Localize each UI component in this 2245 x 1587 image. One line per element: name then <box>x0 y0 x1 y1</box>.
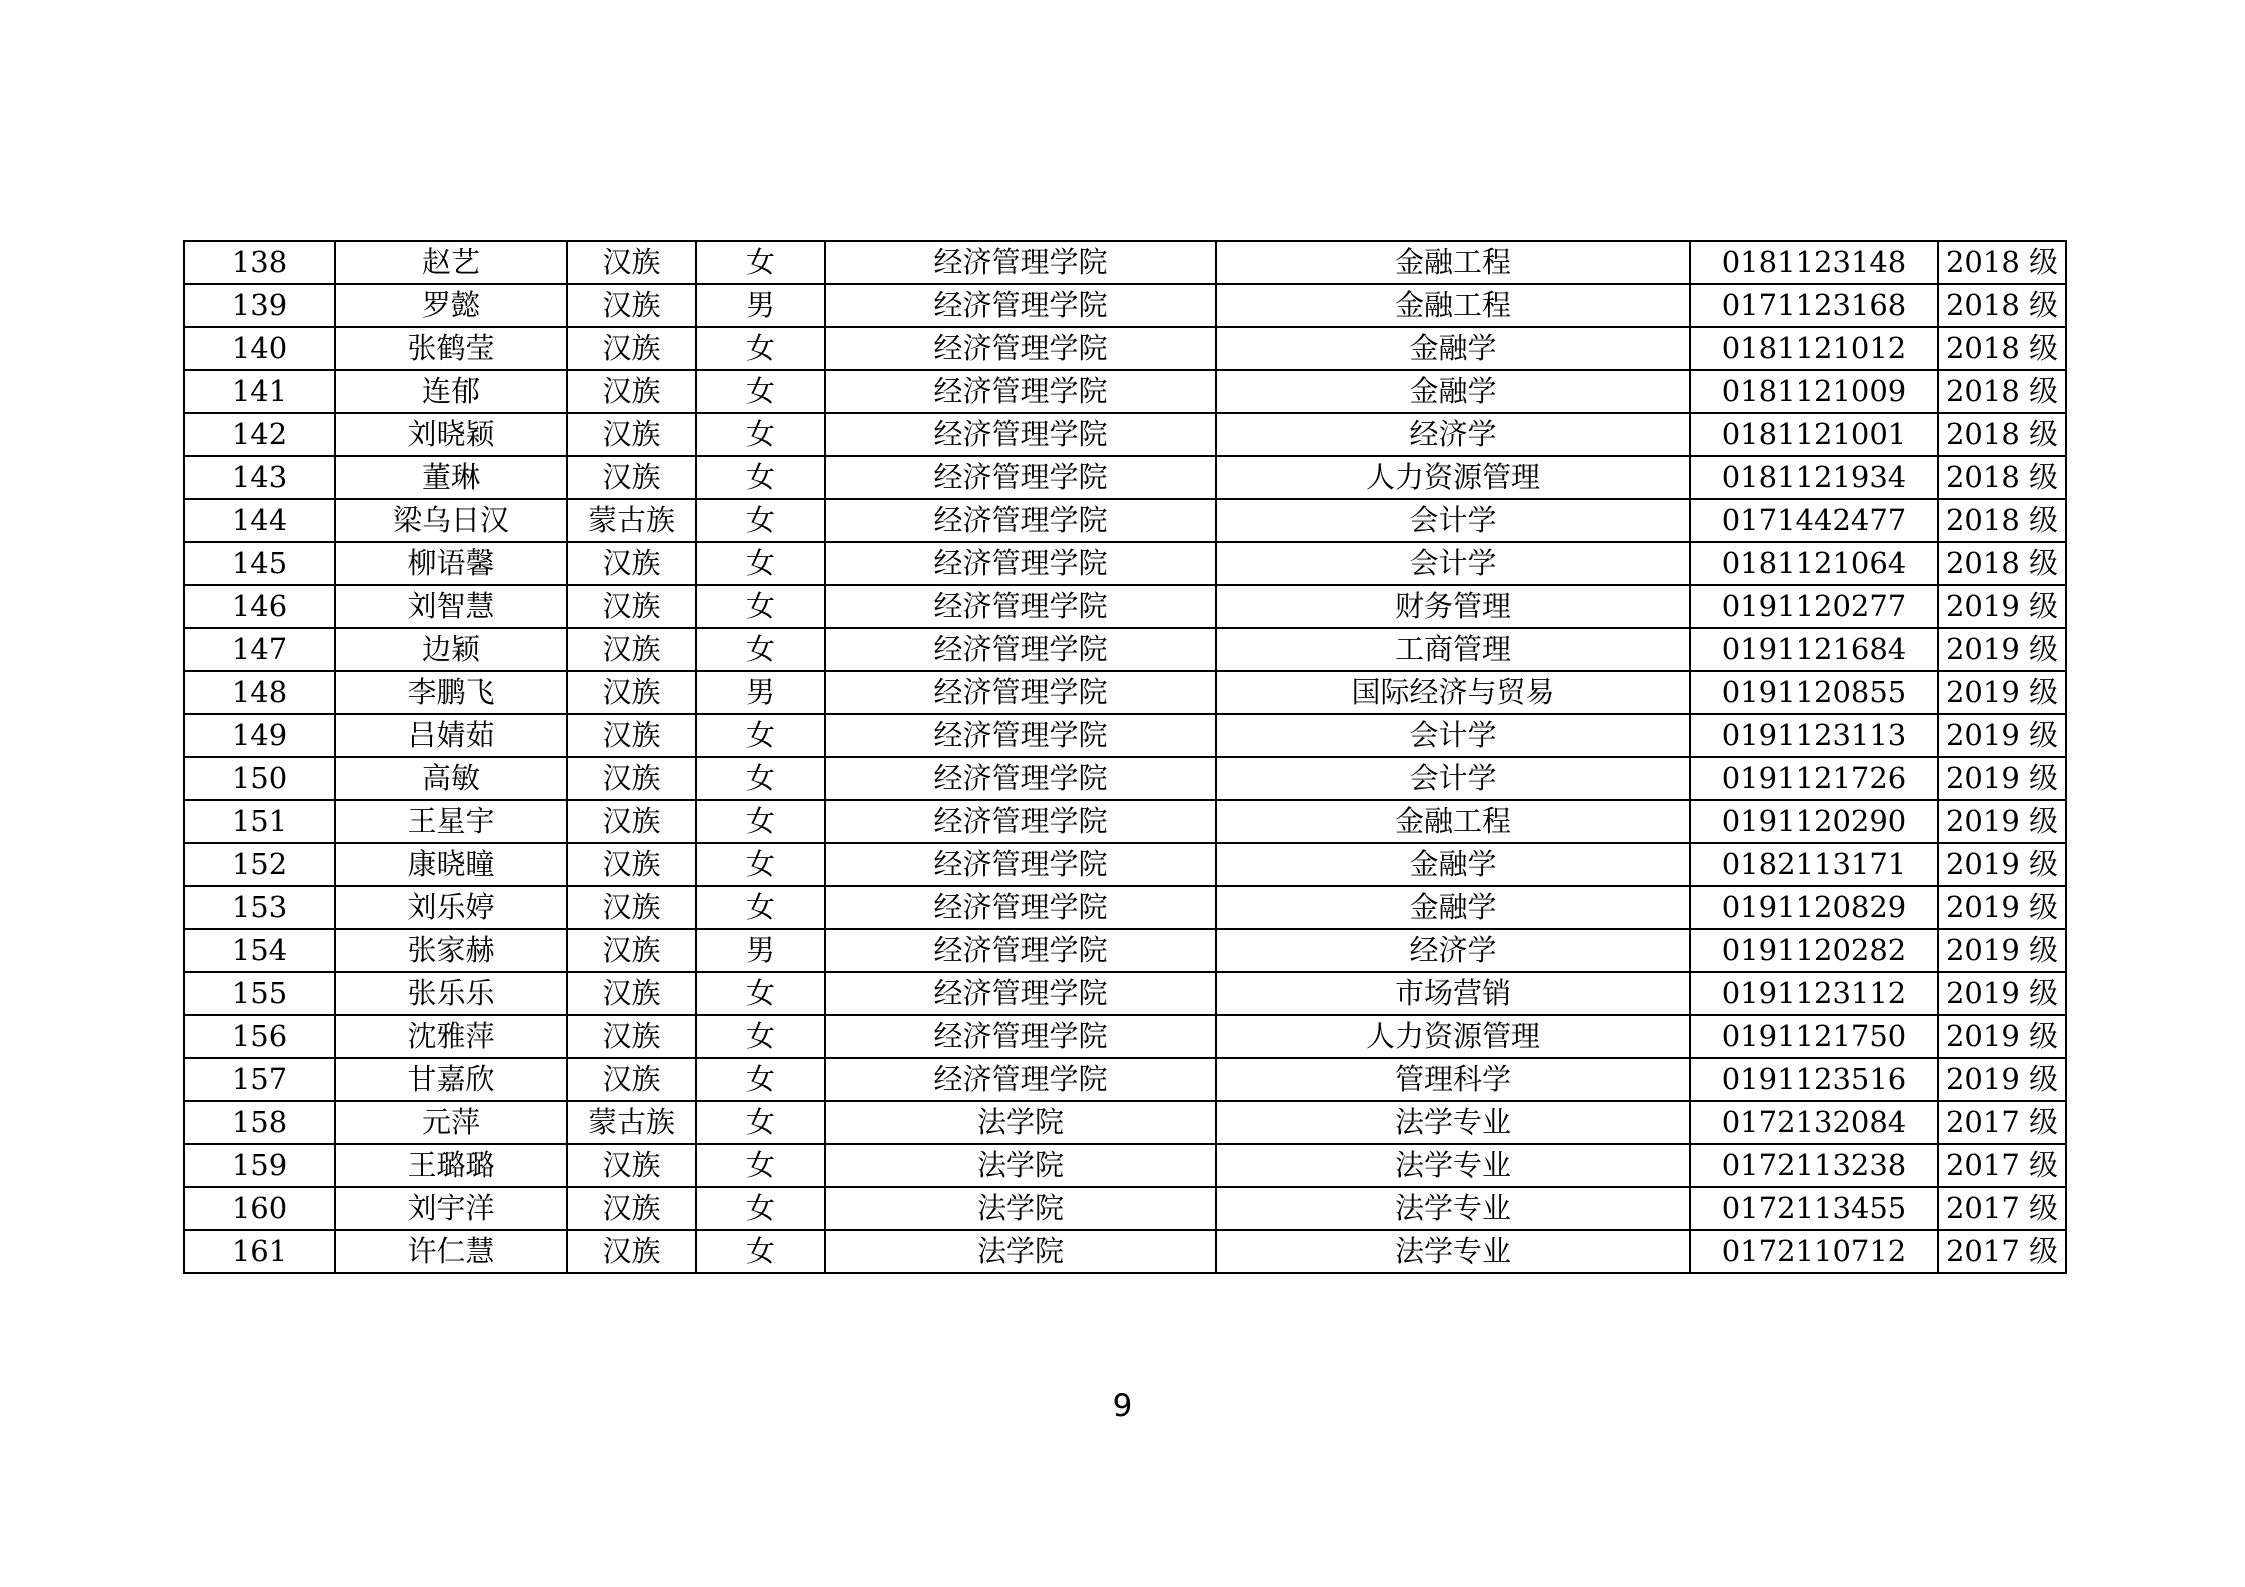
gender-cell: 女 <box>696 327 825 370</box>
major-cell: 法学专业 <box>1216 1230 1690 1273</box>
college-cell: 经济管理学院 <box>825 327 1216 370</box>
college-cell: 经济管理学院 <box>825 542 1216 585</box>
table-row <box>184 1058 2066 1101</box>
table-row <box>184 456 2066 499</box>
college-cell: 经济管理学院 <box>825 1015 1216 1058</box>
student-id-cell: 0181121934 <box>1690 456 1938 499</box>
row-number-cell: 138 <box>184 241 335 284</box>
ethnicity-cell: 汉族 <box>567 1015 696 1058</box>
table-row <box>184 1230 2066 1273</box>
table-body <box>184 241 2066 1273</box>
college-cell: 法学院 <box>825 1230 1216 1273</box>
ethnicity-cell: 蒙古族 <box>567 499 696 542</box>
table-row <box>184 671 2066 714</box>
college-cell: 经济管理学院 <box>825 628 1216 671</box>
grade-cell: 2019 级 <box>1938 585 2066 628</box>
ethnicity-cell: 汉族 <box>567 757 696 800</box>
grade-cell: 2018 级 <box>1938 542 2066 585</box>
row-number-cell: 142 <box>184 413 335 456</box>
row-number-cell: 161 <box>184 1230 335 1273</box>
ethnicity-cell: 汉族 <box>567 585 696 628</box>
college-cell: 法学院 <box>825 1187 1216 1230</box>
table-row <box>184 585 2066 628</box>
major-cell: 金融学 <box>1216 843 1690 886</box>
grade-cell: 2018 级 <box>1938 370 2066 413</box>
table-row <box>184 370 2066 413</box>
college-cell: 经济管理学院 <box>825 671 1216 714</box>
row-number-cell: 155 <box>184 972 335 1015</box>
major-cell: 法学专业 <box>1216 1101 1690 1144</box>
student-id-cell: 0171123168 <box>1690 284 1938 327</box>
ethnicity-cell: 汉族 <box>567 241 696 284</box>
student-name-cell: 刘晓颖 <box>335 413 567 456</box>
grade-cell: 2019 级 <box>1938 886 2066 929</box>
ethnicity-cell: 汉族 <box>567 1144 696 1187</box>
ethnicity-cell: 汉族 <box>567 456 696 499</box>
college-cell: 经济管理学院 <box>825 499 1216 542</box>
table-row <box>184 843 2066 886</box>
gender-cell: 男 <box>696 284 825 327</box>
gender-cell: 女 <box>696 1230 825 1273</box>
major-cell: 市场营销 <box>1216 972 1690 1015</box>
student-roster-table <box>183 240 2067 1274</box>
row-number-cell: 143 <box>184 456 335 499</box>
row-number-cell: 140 <box>184 327 335 370</box>
gender-cell: 女 <box>696 1101 825 1144</box>
grade-cell: 2019 级 <box>1938 800 2066 843</box>
gender-cell: 女 <box>696 499 825 542</box>
table-row <box>184 929 2066 972</box>
ethnicity-cell: 汉族 <box>567 843 696 886</box>
student-name-cell: 柳语馨 <box>335 542 567 585</box>
student-id-cell: 0191121750 <box>1690 1015 1938 1058</box>
student-id-cell: 0191120290 <box>1690 800 1938 843</box>
student-id-cell: 0181121064 <box>1690 542 1938 585</box>
student-name-cell: 王星宇 <box>335 800 567 843</box>
grade-cell: 2019 级 <box>1938 671 2066 714</box>
grade-cell: 2019 级 <box>1938 843 2066 886</box>
gender-cell: 女 <box>696 714 825 757</box>
student-id-cell: 0181121012 <box>1690 327 1938 370</box>
major-cell: 金融学 <box>1216 886 1690 929</box>
major-cell: 会计学 <box>1216 714 1690 757</box>
gender-cell: 女 <box>696 413 825 456</box>
grade-cell: 2019 级 <box>1938 1015 2066 1058</box>
student-id-cell: 0191120282 <box>1690 929 1938 972</box>
ethnicity-cell: 汉族 <box>567 714 696 757</box>
ethnicity-cell: 汉族 <box>567 886 696 929</box>
college-cell: 经济管理学院 <box>825 1058 1216 1101</box>
student-name-cell: 连郁 <box>335 370 567 413</box>
gender-cell: 女 <box>696 370 825 413</box>
row-number-cell: 153 <box>184 886 335 929</box>
gender-cell: 女 <box>696 972 825 1015</box>
table-row <box>184 628 2066 671</box>
student-id-cell: 0191123112 <box>1690 972 1938 1015</box>
grade-cell: 2017 级 <box>1938 1187 2066 1230</box>
ethnicity-cell: 汉族 <box>567 1230 696 1273</box>
college-cell: 经济管理学院 <box>825 843 1216 886</box>
student-id-cell: 0181123148 <box>1690 241 1938 284</box>
major-cell: 金融工程 <box>1216 241 1690 284</box>
student-name-cell: 刘宇洋 <box>335 1187 567 1230</box>
student-id-cell: 0172113238 <box>1690 1144 1938 1187</box>
grade-cell: 2017 级 <box>1938 1144 2066 1187</box>
college-cell: 经济管理学院 <box>825 972 1216 1015</box>
row-number-cell: 148 <box>184 671 335 714</box>
student-name-cell: 元萍 <box>335 1101 567 1144</box>
gender-cell: 女 <box>696 843 825 886</box>
major-cell: 金融学 <box>1216 370 1690 413</box>
row-number-cell: 146 <box>184 585 335 628</box>
row-number-cell: 157 <box>184 1058 335 1101</box>
student-name-cell: 高敏 <box>335 757 567 800</box>
table-row <box>184 1015 2066 1058</box>
grade-cell: 2019 级 <box>1938 1058 2066 1101</box>
row-number-cell: 141 <box>184 370 335 413</box>
ethnicity-cell: 蒙古族 <box>567 1101 696 1144</box>
major-cell: 经济学 <box>1216 929 1690 972</box>
major-cell: 工商管理 <box>1216 628 1690 671</box>
major-cell: 经济学 <box>1216 413 1690 456</box>
gender-cell: 女 <box>696 1015 825 1058</box>
college-cell: 经济管理学院 <box>825 929 1216 972</box>
ethnicity-cell: 汉族 <box>567 327 696 370</box>
grade-cell: 2018 级 <box>1938 413 2066 456</box>
ethnicity-cell: 汉族 <box>567 284 696 327</box>
gender-cell: 男 <box>696 929 825 972</box>
college-cell: 法学院 <box>825 1101 1216 1144</box>
major-cell: 人力资源管理 <box>1216 456 1690 499</box>
gender-cell: 男 <box>696 671 825 714</box>
student-id-cell: 0172132084 <box>1690 1101 1938 1144</box>
ethnicity-cell: 汉族 <box>567 1187 696 1230</box>
college-cell: 经济管理学院 <box>825 757 1216 800</box>
college-cell: 经济管理学院 <box>825 456 1216 499</box>
row-number-cell: 154 <box>184 929 335 972</box>
student-name-cell: 王璐璐 <box>335 1144 567 1187</box>
page-number: 9 <box>1112 1388 1133 1424</box>
college-cell: 经济管理学院 <box>825 886 1216 929</box>
major-cell: 法学专业 <box>1216 1187 1690 1230</box>
row-number-cell: 151 <box>184 800 335 843</box>
table-row <box>184 1187 2066 1230</box>
table-row <box>184 714 2066 757</box>
row-number-cell: 145 <box>184 542 335 585</box>
student-name-cell: 梁乌日汉 <box>335 499 567 542</box>
major-cell: 管理科学 <box>1216 1058 1690 1101</box>
student-name-cell: 边颖 <box>335 628 567 671</box>
grade-cell: 2019 级 <box>1938 929 2066 972</box>
table-row <box>184 499 2066 542</box>
row-number-cell: 159 <box>184 1144 335 1187</box>
student-id-cell: 0171442477 <box>1690 499 1938 542</box>
gender-cell: 女 <box>696 1144 825 1187</box>
gender-cell: 女 <box>696 757 825 800</box>
major-cell: 法学专业 <box>1216 1144 1690 1187</box>
gender-cell: 女 <box>696 800 825 843</box>
major-cell: 会计学 <box>1216 499 1690 542</box>
table-row <box>184 757 2066 800</box>
major-cell: 金融工程 <box>1216 284 1690 327</box>
row-number-cell: 160 <box>184 1187 335 1230</box>
grade-cell: 2019 级 <box>1938 714 2066 757</box>
gender-cell: 女 <box>696 456 825 499</box>
grade-cell: 2019 级 <box>1938 972 2066 1015</box>
ethnicity-cell: 汉族 <box>567 542 696 585</box>
ethnicity-cell: 汉族 <box>567 800 696 843</box>
row-number-cell: 149 <box>184 714 335 757</box>
gender-cell: 女 <box>696 585 825 628</box>
ethnicity-cell: 汉族 <box>567 413 696 456</box>
table-row <box>184 1101 2066 1144</box>
student-name-cell: 刘智慧 <box>335 585 567 628</box>
student-name-cell: 张鹤莹 <box>335 327 567 370</box>
college-cell: 经济管理学院 <box>825 284 1216 327</box>
table-row <box>184 241 2066 284</box>
row-number-cell: 152 <box>184 843 335 886</box>
row-number-cell: 139 <box>184 284 335 327</box>
major-cell: 金融学 <box>1216 327 1690 370</box>
student-name-cell: 沈雅萍 <box>335 1015 567 1058</box>
gender-cell: 女 <box>696 542 825 585</box>
student-name-cell: 甘嘉欣 <box>335 1058 567 1101</box>
ethnicity-cell: 汉族 <box>567 929 696 972</box>
college-cell: 经济管理学院 <box>825 370 1216 413</box>
gender-cell: 女 <box>696 886 825 929</box>
major-cell: 国际经济与贸易 <box>1216 671 1690 714</box>
student-id-cell: 0181121001 <box>1690 413 1938 456</box>
student-name-cell: 吕婧茹 <box>335 714 567 757</box>
grade-cell: 2018 级 <box>1938 284 2066 327</box>
student-id-cell: 0191121684 <box>1690 628 1938 671</box>
student-id-cell: 0191120829 <box>1690 886 1938 929</box>
college-cell: 经济管理学院 <box>825 585 1216 628</box>
major-cell: 人力资源管理 <box>1216 1015 1690 1058</box>
row-number-cell: 156 <box>184 1015 335 1058</box>
grade-cell: 2018 级 <box>1938 327 2066 370</box>
ethnicity-cell: 汉族 <box>567 972 696 1015</box>
grade-cell: 2019 级 <box>1938 628 2066 671</box>
student-name-cell: 康晓瞳 <box>335 843 567 886</box>
major-cell: 财务管理 <box>1216 585 1690 628</box>
student-id-cell: 0172110712 <box>1690 1230 1938 1273</box>
row-number-cell: 147 <box>184 628 335 671</box>
ethnicity-cell: 汉族 <box>567 671 696 714</box>
student-id-cell: 0191123516 <box>1690 1058 1938 1101</box>
student-name-cell: 许仁慧 <box>335 1230 567 1273</box>
student-id-cell: 0191120855 <box>1690 671 1938 714</box>
student-name-cell: 赵艺 <box>335 241 567 284</box>
grade-cell: 2019 级 <box>1938 757 2066 800</box>
table-row <box>184 800 2066 843</box>
student-name-cell: 张家赫 <box>335 929 567 972</box>
student-id-cell: 0182113171 <box>1690 843 1938 886</box>
student-name-cell: 刘乐婷 <box>335 886 567 929</box>
table-row <box>184 284 2066 327</box>
student-name-cell: 罗懿 <box>335 284 567 327</box>
grade-cell: 2017 级 <box>1938 1230 2066 1273</box>
table-row <box>184 542 2066 585</box>
college-cell: 法学院 <box>825 1144 1216 1187</box>
gender-cell: 女 <box>696 1058 825 1101</box>
table-row <box>184 327 2066 370</box>
table-row <box>184 1144 2066 1187</box>
row-number-cell: 144 <box>184 499 335 542</box>
student-id-cell: 0172113455 <box>1690 1187 1938 1230</box>
college-cell: 经济管理学院 <box>825 413 1216 456</box>
student-name-cell: 张乐乐 <box>335 972 567 1015</box>
table-row <box>184 972 2066 1015</box>
ethnicity-cell: 汉族 <box>567 628 696 671</box>
student-id-cell: 0191120277 <box>1690 585 1938 628</box>
student-id-cell: 0191123113 <box>1690 714 1938 757</box>
grade-cell: 2018 级 <box>1938 241 2066 284</box>
major-cell: 金融工程 <box>1216 800 1690 843</box>
student-roster-table-container <box>183 240 2065 1274</box>
student-name-cell: 李鹏飞 <box>335 671 567 714</box>
gender-cell: 女 <box>696 1187 825 1230</box>
college-cell: 经济管理学院 <box>825 714 1216 757</box>
grade-cell: 2018 级 <box>1938 456 2066 499</box>
college-cell: 经济管理学院 <box>825 800 1216 843</box>
ethnicity-cell: 汉族 <box>567 1058 696 1101</box>
grade-cell: 2018 级 <box>1938 499 2066 542</box>
student-id-cell: 0181121009 <box>1690 370 1938 413</box>
student-name-cell: 董琳 <box>335 456 567 499</box>
table-row <box>184 413 2066 456</box>
row-number-cell: 150 <box>184 757 335 800</box>
table-row <box>184 886 2066 929</box>
college-cell: 经济管理学院 <box>825 241 1216 284</box>
grade-cell: 2017 级 <box>1938 1101 2066 1144</box>
ethnicity-cell: 汉族 <box>567 370 696 413</box>
student-id-cell: 0191121726 <box>1690 757 1938 800</box>
gender-cell: 女 <box>696 241 825 284</box>
gender-cell: 女 <box>696 628 825 671</box>
major-cell: 会计学 <box>1216 542 1690 585</box>
major-cell: 会计学 <box>1216 757 1690 800</box>
row-number-cell: 158 <box>184 1101 335 1144</box>
